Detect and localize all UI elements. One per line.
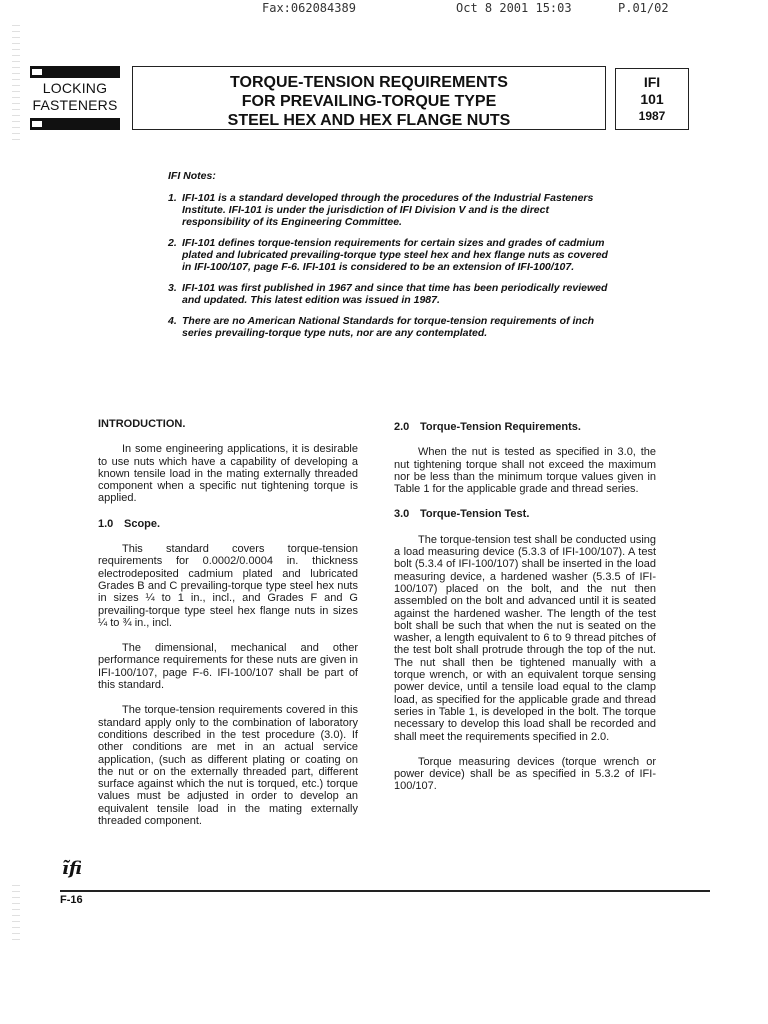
document-title xyxy=(132,66,606,130)
test-heading xyxy=(394,508,656,520)
fax-date-time: Oct 8 2001 15:03 xyxy=(456,1,572,15)
introduction-heading: INTRODUCTION. xyxy=(98,418,186,430)
ifi-logo: ĩfi xyxy=(62,858,82,879)
standard-id-box xyxy=(615,68,689,130)
note-item xyxy=(168,237,614,273)
scope-paragraph-1: This standard covers torque-tension requirements for 0.0002/0.0004 in. thickness electrodeposited cadmium plated and lubricated Grades B and C prevailing-torque type steel hex nuts in sizes ¼ to 1 in., incl., and Grades F and G prevailing-torque type steel hex flange nuts in sizes ¼ to ¾ in., incl. xyxy=(98,543,358,629)
brand-line-1: LOCKING xyxy=(42,80,108,96)
fax-number: Fax:062084389 xyxy=(262,1,356,15)
scope-paragraph-3: The torque-tension requirements covered in this standard apply only to the combination of laboratory conditions described in the test procedure (3.0). If other conditions are met in an actual service application, (such as different plating or coating on the nut or on the externally threaded part, different surface against which the nut is torqued, etc.) torque values must be adjusted in order to develop an equivalent tensile load in the mating externally threaded component. xyxy=(98,704,358,828)
locking-fasteners-brand xyxy=(30,66,120,128)
section-title: Scope. xyxy=(124,517,161,530)
standard-year: 1987 xyxy=(638,109,666,123)
introduction-paragraph: In some engineering applications, it is desirable to use nuts which have a capability of developing a known tensile load in the mating externally threaded component when a specific nut tightening torque is applied. xyxy=(98,443,358,505)
test-paragraph-2: Torque measuring devices (torque wrench or power device) shall be as specified in 5.3.2 of IFI-100/107. xyxy=(394,755,656,793)
scope-paragraph-2: The dimensional, mechanical and other performance requirements for these nuts are given in IFI-100/107, page F-6. IFI-100/107 shall be part of this standard. xyxy=(98,642,358,692)
note-item xyxy=(168,315,614,339)
section-title: Torque-Tension Test. xyxy=(420,508,530,521)
notes-heading: IFI Notes: xyxy=(168,170,216,182)
note-text: IFI-101 is a standard developed through the procedures of the Industrial Fasteners Institute. IFI-101 is under the jurisdiction of IFI Division V and is the direct responsibility of its Engineering Committee. xyxy=(182,192,594,228)
standard-number: 101 xyxy=(640,91,664,107)
requirements-paragraph: When the nut is tested as specified in 3.0, the nut tightening torque shall not exceed the maximum nor be less than the minimum torque values given in Table 1 for the applicable grade and thread series. xyxy=(394,446,656,496)
section-title: Torque-Tension Requirements. xyxy=(420,421,581,433)
standard-org: IFI xyxy=(643,74,661,90)
ifi-notes xyxy=(168,170,614,348)
left-column xyxy=(98,418,358,840)
right-column xyxy=(394,421,656,806)
note-number: 1. xyxy=(168,192,177,204)
title-line-2: FOR PREVAILING-TORQUE TYPE xyxy=(241,93,497,110)
brand-bar-top xyxy=(30,66,120,78)
section-number: 3.0 xyxy=(394,508,410,521)
fax-header xyxy=(0,0,768,18)
requirements-heading xyxy=(394,421,656,433)
note-number: 4. xyxy=(168,315,177,327)
note-text: IFI-101 was first published in 1967 and since that time has been periodically reviewed and updated. This latest edition was issued in 1987. xyxy=(182,282,608,306)
brand-text xyxy=(30,80,120,114)
note-text: IFI-101 defines torque-tension requirements for certain sizes and grades of cadmium plated and lubricated prevailing-torque type steel hex and hex flange nuts as covered in IFI-100/107, page F-6. IFI-101 is considered to be an extension of IFI-100/107. xyxy=(182,237,608,273)
section-number: 1.0 xyxy=(98,517,114,530)
brand-bar-bottom xyxy=(30,118,120,130)
title-line-3: STEEL HEX AND HEX FLANGE NUTS xyxy=(227,112,511,129)
section-number: 2.0 xyxy=(394,421,410,433)
fax-page-number: P.01/02 xyxy=(618,1,669,15)
scope-heading xyxy=(98,518,358,530)
note-number: 2. xyxy=(168,237,177,249)
note-text: There are no American National Standards for torque-tension requirements of inch series prevailing-torque type nuts, nor are any contemplated. xyxy=(182,315,595,339)
title-line-1: TORQUE-TENSION REQUIREMENTS xyxy=(230,74,508,91)
note-number: 3. xyxy=(168,282,177,294)
note-item xyxy=(168,192,614,228)
scan-edge-artifact xyxy=(12,20,20,140)
scan-edge-artifact xyxy=(12,880,20,940)
page-number: F-16 xyxy=(60,894,83,906)
note-item xyxy=(168,282,614,306)
footer-rule xyxy=(60,890,710,892)
brand-line-2: FASTENERS xyxy=(32,97,118,113)
test-paragraph-1: The torque-tension test shall be conducted using a load measuring device (5.3.3 of IFI-100/107). A test bolt (5.3.4 of IFI-100/107) shall be inserted in the load measuring device, a hardened washer (5.3.5 of IFI-100/107) placed on the bolt, and the nut then assembled on the bolt and advanced until it is seated against the hardened washer. The length of the test bolt shall be such that when the nut is seated on the washer, a length equivalent to 6 to 9 thread pitches of the test bolt shall protrude through the top of the nut. The nut shall then be tightened manually with a torque wrench, or with an equivalent torque sensing power device, until a tensile load equal to the clamp load, as specified for the applicable grade and thread series in Table 1, is developed in the bolt. The torque necessary to develop this load shall be recorded and shall meet the requirements specified in 2.0. xyxy=(394,533,656,743)
